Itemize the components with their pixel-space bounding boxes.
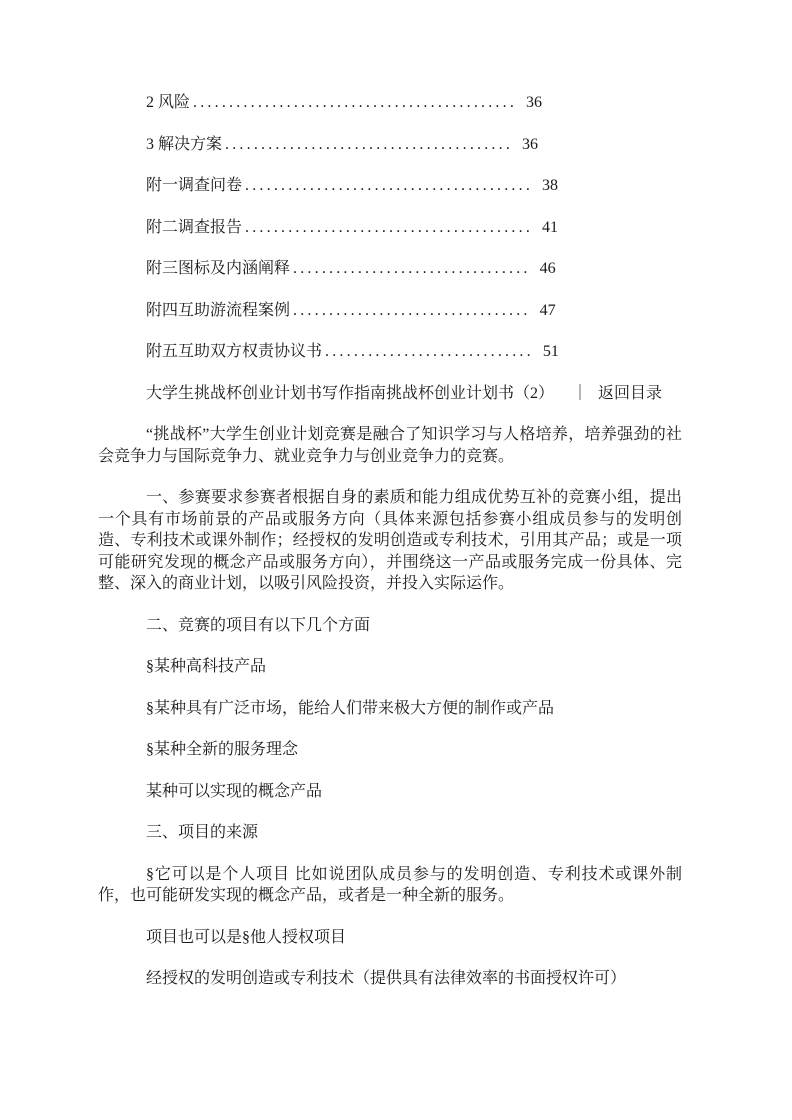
paragraph-intro: “挑战杯”大学生创业计划竞赛是融合了知识学习与人格培养，培养强劲的社会竞争力与国际竞争力、就业竞争力与创业竞争力的竞赛。 [98, 426, 682, 465]
article-title-bar [98, 383, 682, 405]
toc-page-number: 36 [522, 135, 539, 153]
toc-entry-label: 附三图标及内涵阐释 [146, 260, 291, 277]
paragraph-personal-project: §它可以是个人项目 比如说团队成员参与的发明创造、专利技术或课外制作，也可能研发实现的概念产品，或者是一种全新的服务。 [98, 865, 682, 904]
toc-leader-dots: ........................................ [225, 135, 514, 153]
paragraph-section-1-requirements: 一、参赛要求参赛者根据自身的素质和能力组成优势互补的竞赛小组，提出一个具有市场前景的产品或服务方向（具体来源包括参赛小组成员参与的发明创造、专利技术或课外制作；经授权的发明创造或专利技术，引用其产品；或是一项可能研究发现的概念产品或服务方向），并围绕这一产品或服务完成一份具体、完整、深入的商业计划，以吸引风险投资，并投入实际运作。 [98, 489, 682, 592]
toc-entry [98, 175, 682, 197]
toc-entry-label: 2 风险 [146, 94, 191, 111]
toc-page-number: 51 [542, 343, 559, 360]
toc-leader-dots: ................................. [293, 301, 531, 319]
paragraph-authorized-project: 项目也可以是§他人授权项目 [146, 928, 347, 946]
toc-page-number: 41 [542, 218, 559, 236]
return-to-toc-link[interactable]: 返回目录 [598, 384, 663, 402]
toc-entry-label: 附二调查报告 [146, 218, 243, 236]
toc-entry [98, 134, 682, 156]
toc-entry [98, 92, 682, 114]
article-title: 大学生挑战杯创业计划书写作指南挑战杯创业计划书（2） [146, 384, 555, 402]
toc-leader-dots: ................................. [293, 260, 531, 277]
paragraph-bullet-hightech-product: §某种高科技产品 [146, 658, 267, 675]
toc-page-number: 46 [539, 260, 556, 277]
paragraph-bullet-concept-product: 某种可以实现的概念产品 [146, 782, 323, 800]
paragraph-section-3-heading: 三、项目的来源 [146, 824, 259, 841]
toc-entry-label: 附四互助游流程案例 [146, 301, 291, 319]
toc-entry-label: 附一调查问卷 [146, 177, 243, 194]
toc-page-number: 47 [539, 301, 556, 319]
toc-entry [98, 258, 682, 280]
toc-entry [98, 300, 682, 322]
toc-entry-label: 3 解决方案 [146, 135, 223, 153]
toc-leader-dots: ............................. [325, 343, 534, 360]
toc-leader-dots: ........................................ [245, 218, 534, 236]
toc-page-number: 36 [526, 94, 543, 111]
paragraph-bullet-new-service-concept: §某种全新的服务理念 [146, 741, 299, 758]
separator-bar: ｜ [572, 384, 589, 402]
paragraph-authorized-invention: 经授权的发明创造或专利技术（提供具有法律效率的书面授权许可） [146, 970, 627, 987]
toc-leader-dots: ............................................. [193, 94, 518, 111]
toc-entry [98, 341, 682, 363]
paragraph-bullet-broad-market: §某种具有广泛市场，能给人们带来极大方便的制作或产品 [146, 699, 555, 717]
paragraph-section-2-heading: 二、竞赛的项目有以下几个方面 [146, 616, 371, 634]
toc-page-number: 38 [542, 177, 559, 194]
toc-leader-dots: ........................................ [245, 177, 534, 194]
toc-entry [98, 217, 682, 239]
toc-entry-label: 附五互助双方权责协议书 [146, 343, 323, 360]
